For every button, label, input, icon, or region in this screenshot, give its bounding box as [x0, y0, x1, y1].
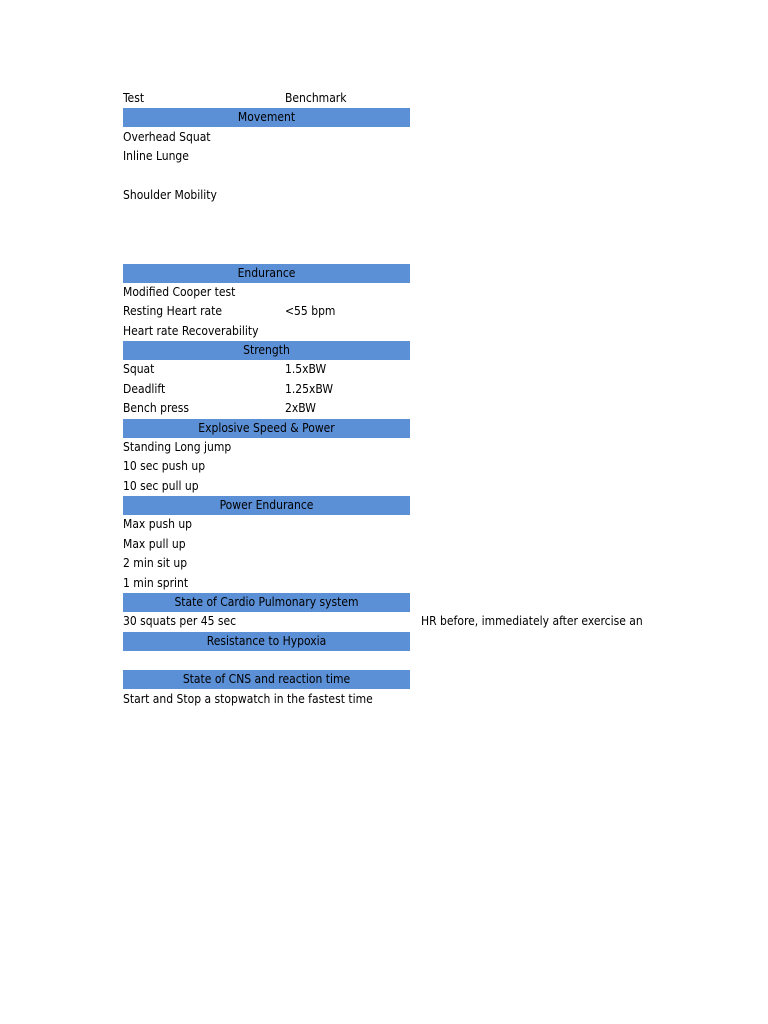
test-name: 10 sec pull up: [123, 479, 199, 493]
benchmark-value: <55 bpm: [285, 304, 336, 318]
test-name: 30 squats per 45 sec: [123, 614, 237, 628]
test-name: Max push up: [123, 517, 193, 531]
section-header-movement: Movement: [123, 108, 410, 127]
test-name: Max pull up: [123, 537, 186, 551]
test-name: Start and Stop a stopwatch in the fastest time: [123, 692, 373, 706]
test-name: 2 min sit up: [123, 556, 188, 570]
test-name: Heart rate Recoverability: [123, 324, 259, 338]
test-column-header: Test: [123, 91, 145, 105]
section-header-hypoxia: Resistance to Hypoxia: [123, 632, 410, 651]
section-header-strength: Strength: [123, 341, 410, 360]
section-header-cardio: State of Cardio Pulmonary system: [123, 593, 410, 612]
test-name: Shoulder Mobility: [123, 188, 217, 202]
section-header-endurance: Endurance: [123, 264, 410, 283]
test-name: 1 min sprint: [123, 576, 189, 590]
test-name: Standing Long jump: [123, 440, 232, 454]
benchmark-value: 1.25xBW: [285, 382, 334, 396]
section-header-power-endurance: Power Endurance: [123, 496, 410, 515]
benchmark-column-header: Benchmark: [285, 91, 347, 105]
test-note: HR before, immediately after exercise an: [421, 614, 643, 628]
section-header-cns: State of CNS and reaction time: [123, 670, 410, 689]
test-name: 10 sec push up: [123, 459, 206, 473]
test-name: Modified Cooper test: [123, 285, 236, 299]
test-name: Squat: [123, 362, 155, 376]
test-name: Overhead Squat: [123, 130, 211, 144]
test-name: Deadlift: [123, 382, 166, 396]
test-name: Resting Heart rate: [123, 304, 222, 318]
section-header-explosive: Explosive Speed & Power: [123, 419, 410, 438]
benchmark-value: 1.5xBW: [285, 362, 327, 376]
test-name: Bench press: [123, 401, 190, 415]
test-name: Inline Lunge: [123, 149, 189, 163]
benchmark-value: 2xBW: [285, 401, 316, 415]
